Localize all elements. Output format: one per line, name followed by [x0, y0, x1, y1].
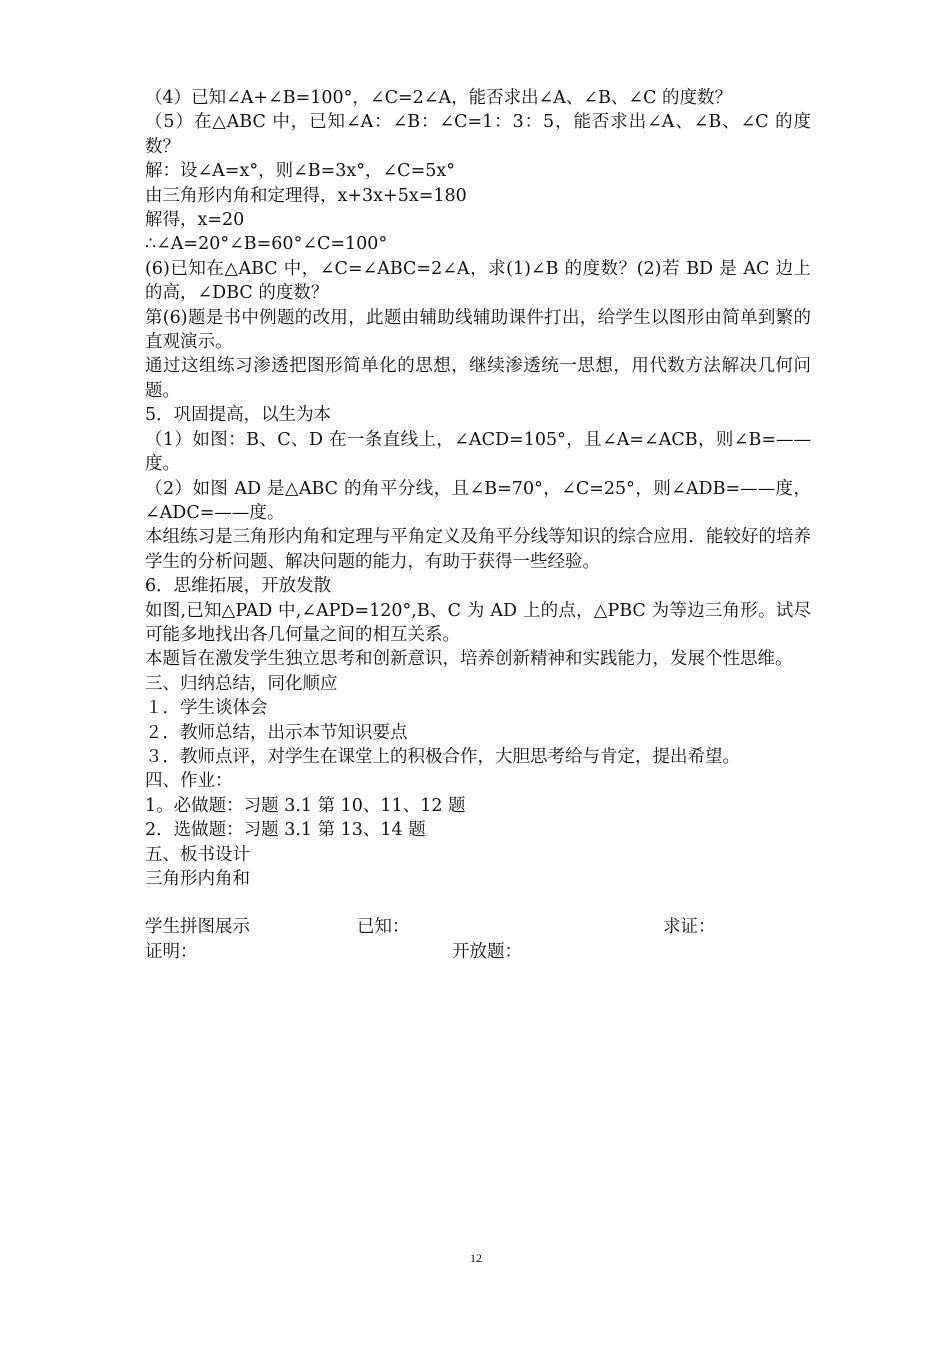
list-item: １．学生谈体会 — [145, 698, 268, 719]
board-cell: 已知： — [357, 917, 410, 938]
question-5: （5）在△ABC 中，已知∠A：∠B：∠C=1：3：5，能否求出∠A、∠B、∠C 的度数？ — [145, 112, 811, 157]
solution-line: 由三角形内角和定理得，x+3x+5x=180 — [145, 185, 467, 206]
solution-line: 解：设∠A=x°，则∠B=3x°，∠C=5x° — [145, 161, 455, 182]
list-item: ２．教师总结，出示本节知识要点 — [145, 722, 408, 743]
board-cell: 开放题： — [452, 941, 522, 962]
question-6: (6)已知在△ABC 中，∠C=∠ABC=2∠A，求(1)∠B 的度数？(2)若 BD 是 AC 边上的高，∠DBC 的度数？ — [145, 258, 811, 304]
open-question: 如图,已知△PAD 中,∠APD=120°,B、C 为 AD 上的点，△PBC 为等边三角形。试尽可能多地找出各几何量之间的相互关系。 — [145, 600, 811, 645]
section-heading: 四、作业： — [145, 771, 233, 792]
spacer — [145, 891, 811, 915]
page-number: 12 — [470, 1251, 482, 1265]
section-heading: 6．思维拓展，开放发散 — [145, 576, 332, 597]
commentary: 通过这组练习渗透把图形简单化的思想，继续渗透统一思想，用代数方法解决几何问题。 — [145, 356, 811, 401]
board-cell: 证明： — [145, 941, 198, 962]
lesson-text — [145, 86, 811, 964]
board-cell: 求证： — [663, 917, 716, 938]
homework-item: 2．选做题：习题 3.1 第 13、14 题 — [145, 820, 426, 841]
commentary: 本题旨在激发学生独立思考和创新意识，培养创新精神和实践能力，发展个性思维。 — [145, 649, 793, 670]
exercise-2: （2）如图 AD 是△ABC 的角平分线，且∠B=70°，∠C=25°，则∠ADB=——度，∠ADC=——度。 — [145, 478, 811, 523]
homework-item: 1。必做题：习题 3.1 第 10、11、12 题 — [145, 795, 466, 816]
question-4: （4）已知∠A+∠B=100°，∠C=2∠A，能否求出∠A、∠B、∠C 的度数？ — [145, 88, 733, 108]
list-item: ３．教师点评，对学生在课堂上的积极合作，大胆思考给与肯定，提出希望。 — [145, 746, 740, 767]
section-heading: 5．巩固提高，以生为本 — [145, 405, 332, 426]
board-title: 三角形内角和 — [145, 869, 250, 889]
exercise-1: （1）如图：B、C、D 在一条直线上，∠ACD=105°，且∠A=∠ACB，则∠B=——度。 — [145, 429, 811, 475]
board-cell: 学生拼图展示 — [145, 917, 250, 938]
commentary: 本组练习是三角形内角和定理与平角定义及角平分线等知识的综合应用．能较好的培养学生的分析问题、解决问题的能力，有助于获得一些经验。 — [145, 527, 811, 572]
solution-line: ∴∠A=20°∠B=60°∠C=100° — [145, 234, 388, 255]
commentary: 第(6)题是书中例题的改用，此题由辅助线辅助课件打出，给学生以图形由简单到繁的直观演示。 — [145, 307, 811, 353]
section-heading: 五、板书设计 — [145, 844, 250, 865]
section-heading: 三、归纳总结，同化顺应 — [145, 673, 338, 694]
board-row — [145, 915, 811, 939]
board-row — [145, 940, 811, 964]
solution-line: 解得，x=20 — [145, 210, 245, 231]
